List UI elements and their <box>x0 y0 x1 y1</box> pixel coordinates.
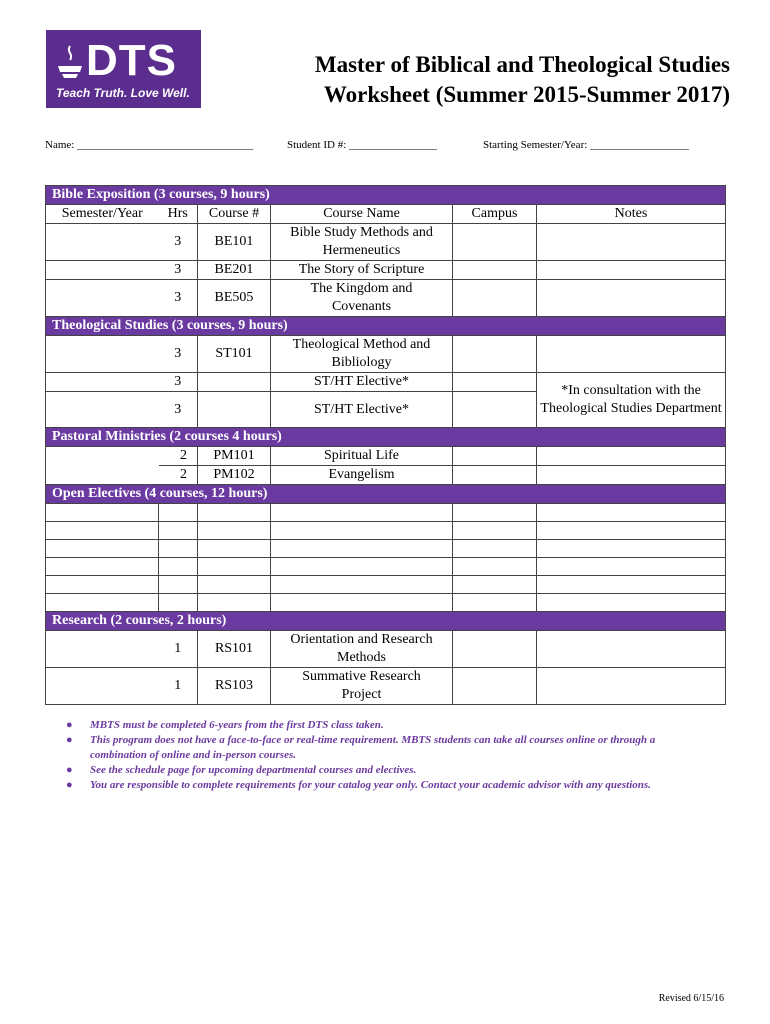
worksheet-table <box>45 185 726 705</box>
revised-date: Revised 6/15/16 <box>658 993 724 1004</box>
header-row <box>46 205 726 224</box>
table-row <box>46 594 726 612</box>
campus-cell[interactable] <box>453 392 537 428</box>
course-cell: PM101 <box>198 447 271 466</box>
section-theological-studies: Theological Studies (3 courses, 9 hours) <box>46 317 726 336</box>
semester-cell[interactable] <box>46 631 159 668</box>
course-name-cell: The Story of Scripture <box>271 261 453 280</box>
list-item: ● See the schedule page for upcoming departmental courses and electives. <box>66 764 417 776</box>
campus-cell[interactable] <box>453 261 537 280</box>
course-name-cell: Orientation and Research Methods <box>271 631 453 668</box>
table-row <box>46 224 726 261</box>
hrs-cell: 3 <box>159 373 198 392</box>
table-row <box>46 631 726 668</box>
table-row <box>46 261 726 280</box>
notes-cell[interactable] <box>537 447 726 466</box>
hrs-cell: 3 <box>159 224 198 261</box>
page-title <box>240 50 730 110</box>
section-research: Research (2 courses, 2 hours) <box>46 612 726 631</box>
table-row <box>46 373 726 392</box>
semester-cell[interactable] <box>46 447 159 485</box>
logo-tagline: Teach Truth. Love Well. <box>56 86 190 100</box>
notes-cell-elective: *In consultation with the Theological Studies Department <box>537 373 726 428</box>
header-course-name: Course Name <box>271 205 453 224</box>
title-line-2: Worksheet (Summer 2015-Summer 2017) <box>323 82 730 107</box>
bullet-icon: ● <box>66 764 73 776</box>
name-field[interactable]: Name: ________________________________ <box>45 139 254 151</box>
course-name-cell: Bible Study Methods and Hermeneutics <box>271 224 453 261</box>
semester-cell[interactable] <box>46 280 159 317</box>
table-row <box>46 336 726 373</box>
hrs-cell: 3 <box>159 336 198 373</box>
course-cell[interactable] <box>198 373 271 392</box>
program-notes <box>60 718 690 793</box>
semester-cell[interactable] <box>46 224 159 261</box>
campus-cell[interactable] <box>453 631 537 668</box>
section-pastoral-ministries: Pastoral Ministries (2 courses 4 hours) <box>46 428 726 447</box>
list-item: ● This program does not have a face-to-face or real-time requirement. MBTS students can take all courses online or through a combination of online and in-person courses. <box>66 734 656 761</box>
campus-cell[interactable] <box>453 373 537 392</box>
hrs-cell: 2 <box>159 466 198 485</box>
semester-cell[interactable] <box>46 668 159 705</box>
hrs-cell: 2 <box>159 447 198 466</box>
header-hrs: Hrs <box>159 205 198 224</box>
table-row <box>46 280 726 317</box>
header-semester: Semester/Year <box>46 205 159 224</box>
list-item: ● MBTS must be completed 6-years from the first DTS class taken. <box>66 719 384 731</box>
table-row <box>46 447 726 466</box>
course-name-cell: Theological Method and Bibliology <box>271 336 453 373</box>
course-name-cell: ST/HT Elective* <box>271 392 453 428</box>
table-row <box>46 576 726 594</box>
course-name-cell: ST/HT Elective* <box>271 373 453 392</box>
notes-cell[interactable] <box>537 631 726 668</box>
hrs-cell: 3 <box>159 392 198 428</box>
lamp-icon <box>56 42 84 82</box>
course-name-cell: The Kingdom and Covenants <box>271 280 453 317</box>
notes-cell[interactable] <box>537 466 726 485</box>
bullet-icon: ● <box>66 734 73 746</box>
course-cell: RS103 <box>198 668 271 705</box>
campus-cell[interactable] <box>453 466 537 485</box>
course-name-cell: Evangelism <box>271 466 453 485</box>
course-cell: ST101 <box>198 336 271 373</box>
notes-cell[interactable] <box>537 224 726 261</box>
section-open-electives: Open Electives (4 courses, 12 hours) <box>46 485 726 504</box>
logo-text: DTS <box>86 36 177 85</box>
notes-cell[interactable] <box>537 280 726 317</box>
list-item: ● You are responsible to complete requirements for your catalog year only. Contact your academic advisor with any questions. <box>66 779 651 791</box>
section-bible-exposition: Bible Exposition (3 courses, 9 hours) <box>46 186 726 205</box>
notes-cell[interactable] <box>537 668 726 705</box>
course-cell: PM102 <box>198 466 271 485</box>
course-cell: BE101 <box>198 224 271 261</box>
campus-cell[interactable] <box>453 224 537 261</box>
table-row <box>46 522 726 540</box>
starting-semester-field[interactable]: Starting Semester/Year: __________________ <box>483 139 690 151</box>
course-cell[interactable] <box>198 392 271 428</box>
semester-cell[interactable] <box>46 392 159 428</box>
campus-cell[interactable] <box>453 336 537 373</box>
header-notes: Notes <box>537 205 726 224</box>
table-row <box>46 504 726 522</box>
student-id-field[interactable]: Student ID #: ________________ <box>287 139 438 151</box>
notes-cell[interactable] <box>537 261 726 280</box>
hrs-cell: 3 <box>159 261 198 280</box>
title-line-1: Master of Biblical and Theological Studies <box>314 52 730 77</box>
semester-cell[interactable] <box>46 336 159 373</box>
notes-cell[interactable] <box>537 336 726 373</box>
hrs-cell: 1 <box>159 631 198 668</box>
header-course: Course # <box>198 205 271 224</box>
campus-cell[interactable] <box>453 280 537 317</box>
campus-cell[interactable] <box>453 447 537 466</box>
bullet-icon: ● <box>66 719 73 731</box>
campus-cell[interactable] <box>453 668 537 705</box>
course-name-cell: Summative Research Project <box>271 668 453 705</box>
semester-cell[interactable] <box>46 373 159 392</box>
hrs-cell: 3 <box>159 280 198 317</box>
table-row <box>46 668 726 705</box>
table-row <box>46 540 726 558</box>
table-row <box>46 558 726 576</box>
course-cell: BE201 <box>198 261 271 280</box>
semester-cell[interactable] <box>46 261 159 280</box>
hrs-cell: 1 <box>159 668 198 705</box>
course-cell: BE505 <box>198 280 271 317</box>
course-cell: RS101 <box>198 631 271 668</box>
bullet-icon: ● <box>66 779 73 791</box>
course-name-cell: Spiritual Life <box>271 447 453 466</box>
header-campus: Campus <box>453 205 537 224</box>
dts-logo <box>46 30 201 108</box>
